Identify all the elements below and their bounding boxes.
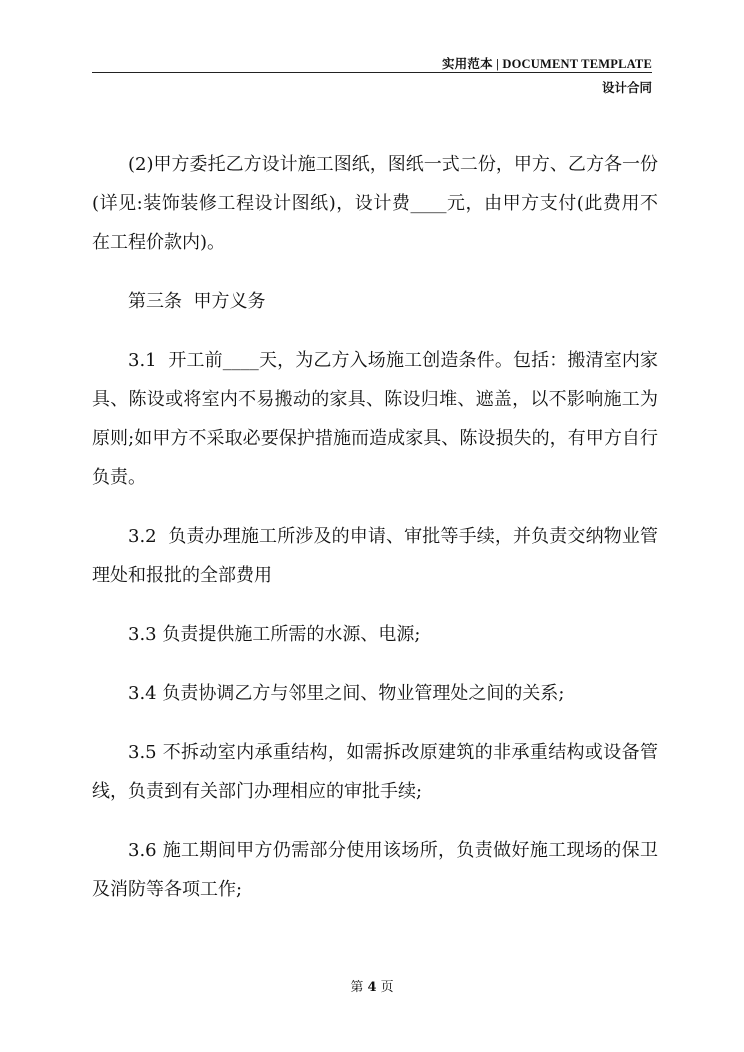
page-footer bbox=[0, 976, 744, 995]
section-heading-article-3: 第三条 甲方义务 bbox=[128, 291, 266, 312]
paragraph-design-fee: (2)甲方委托乙方设计施工图纸，图纸一式二份，甲方、乙方各一份(详见:装饰装修工程设计图纸)，设计费____元，由甲方支付(此费用不在工程价款内)。 bbox=[92, 154, 658, 253]
paragraph-3-6: 3.6 施工期间甲方仍需部分使用该场所，负责做好施工现场的保卫及消防等各项工作; bbox=[92, 840, 658, 900]
page-number: 4 bbox=[367, 980, 377, 995]
paragraph-3-4: 3.4 负责协调乙方与邻里之间、物业管理处之间的关系; bbox=[128, 683, 565, 704]
footer-suffix: 页 bbox=[376, 980, 394, 995]
paragraph-3-2: 3.2 负责办理施工所涉及的申请、审批等手续，并负责交纳物业管理处和报批的全部费用 bbox=[92, 526, 658, 586]
paragraph-3-5: 3.5 不拆动室内承重结构，如需拆改原建筑的非承重结构或设备管线，负责到有关部门办理相应的审批手续; bbox=[92, 742, 658, 802]
header-title: 实用范本 | DOCUMENT TEMPLATE bbox=[441, 57, 652, 71]
header-divider bbox=[92, 72, 652, 73]
footer-prefix: 第 bbox=[350, 980, 368, 995]
paragraph-3-1: 3.1 开工前____天，为乙方入场施工创造条件。包括：搬清室内家具、陈设或将室内不易搬动的家具、陈设归堆、遮盖，以不影响施工为原则;如甲方不采取必要保护措施而造成家具、陈设损失的，有甲方自行负责。 bbox=[92, 350, 658, 488]
paragraph-3-3: 3.3 负责提供施工所需的水源、电源; bbox=[128, 624, 421, 645]
header-subtitle: 设计合同 bbox=[601, 80, 652, 95]
document-body bbox=[92, 145, 658, 929]
